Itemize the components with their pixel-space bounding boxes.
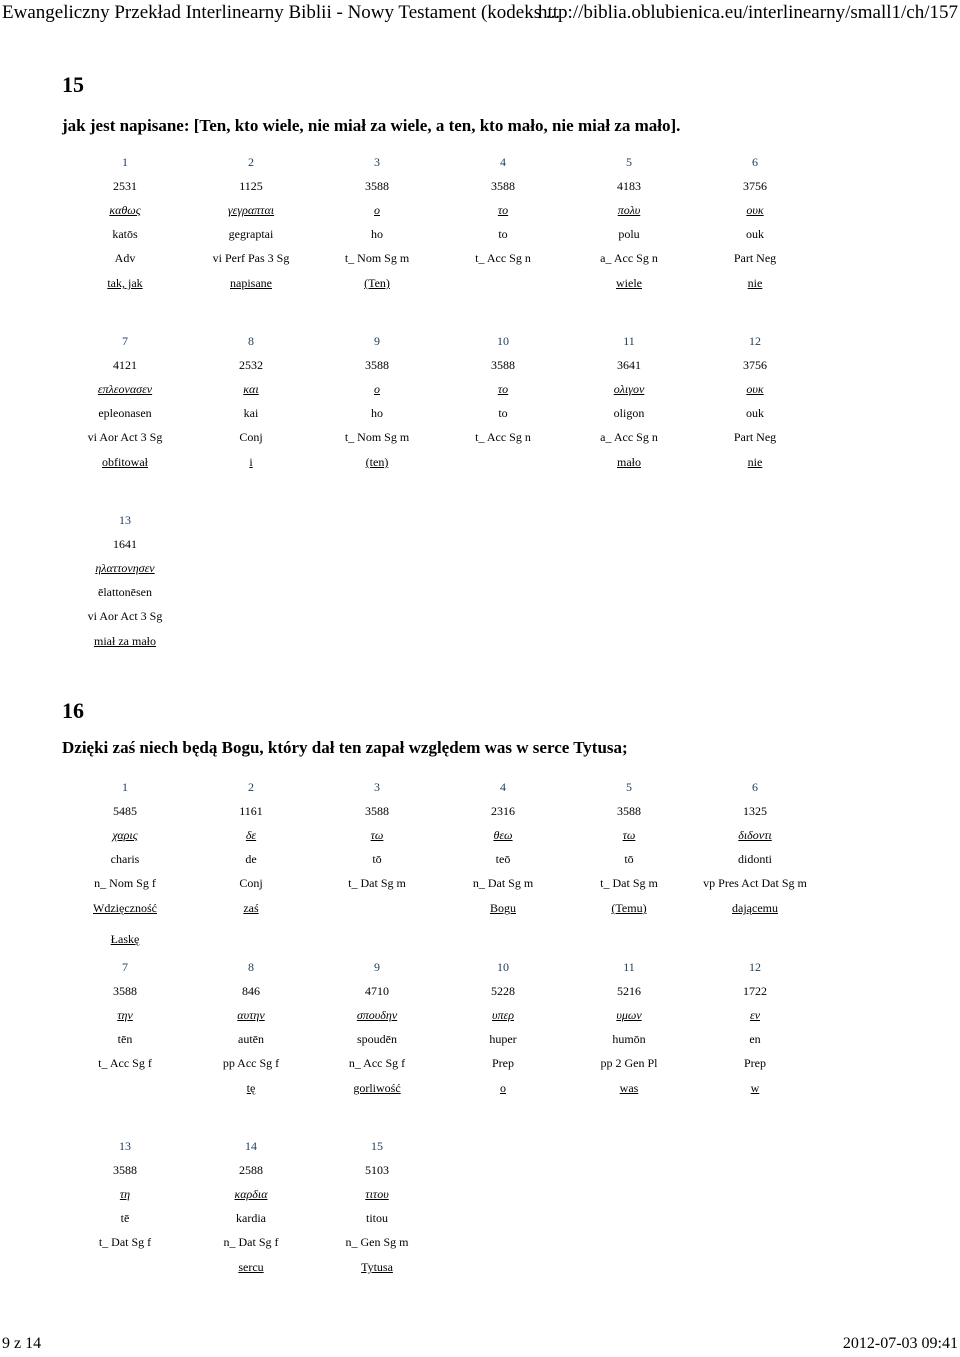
polish-translation[interactable]: obfitował — [102, 455, 148, 469]
transliteration: gegraptai — [228, 227, 274, 241]
strong-number: 3588 — [113, 984, 137, 998]
strong-number: 2531 — [113, 179, 137, 193]
greek-word[interactable]: τω — [622, 828, 636, 842]
strong-number: 5485 — [113, 804, 137, 818]
transliteration: humōn — [612, 1032, 646, 1046]
word-number: 8 — [248, 334, 254, 348]
morphology: t_ Acc Sg n — [475, 430, 531, 444]
strong-number: 846 — [242, 984, 260, 998]
transliteration: tō — [624, 852, 634, 866]
timestamp: 2012-07-03 09:41 — [842, 1335, 958, 1352]
word-number: 11 — [623, 334, 635, 348]
strong-number: 3756 — [743, 358, 767, 372]
greek-word[interactable]: δε — [245, 828, 257, 842]
greek-word[interactable]: θεω — [493, 828, 513, 842]
word-number: 9 — [374, 334, 380, 348]
strong-number: 3588 — [491, 358, 515, 372]
transliteration: huper — [489, 1032, 517, 1046]
greek-word[interactable]: επλεονασεν — [97, 382, 153, 396]
greek-word[interactable]: ολιγον — [613, 382, 645, 396]
greek-word[interactable]: γεγραπται — [227, 203, 275, 217]
strong-number: 1722 — [743, 984, 767, 998]
polish-translation[interactable]: w — [750, 1081, 760, 1095]
strong-number: 5228 — [491, 984, 515, 998]
word-number: 12 — [749, 334, 761, 348]
polish-translation[interactable]: (ten) — [365, 455, 389, 469]
word-number: 6 — [752, 155, 758, 169]
word-number: 4 — [500, 155, 506, 169]
polish-translation[interactable]: tak, jak — [107, 276, 143, 290]
word-number: 2 — [248, 155, 254, 169]
morphology: a_ Acc Sg n — [600, 430, 658, 444]
transliteration: charis — [110, 852, 140, 866]
transliteration: spoudēn — [357, 1032, 397, 1046]
transliteration: kai — [243, 406, 259, 420]
verse-number: 15 — [62, 72, 84, 97]
polish-translation[interactable]: i — [249, 455, 253, 469]
polish-translation[interactable]: tę — [246, 1081, 256, 1095]
strong-number: 1125 — [239, 179, 263, 193]
polish-translation[interactable]: napisane — [230, 276, 272, 290]
morphology: t_ Nom Sg m — [344, 251, 410, 265]
greek-word[interactable]: το — [497, 203, 509, 217]
word-number: 10 — [497, 960, 509, 974]
polish-translation[interactable]: Bogu — [489, 901, 516, 915]
strong-number: 1325 — [743, 804, 767, 818]
polish-translation[interactable] — [314, 898, 440, 918]
morphology: a_ Acc Sg n — [600, 251, 658, 265]
transliteration: tēn — [117, 1032, 133, 1046]
header-url[interactable]: http://biblia.oblubienica.eu/interlinearny/small1/ch/157 — [537, 2, 958, 23]
transliteration: tē — [120, 1211, 130, 1225]
polish-translation[interactable]: mało — [617, 455, 641, 469]
transliteration: en — [749, 1032, 761, 1046]
verse-number: 16 — [62, 698, 84, 723]
transliteration: teō — [495, 852, 511, 866]
word-number: 4 — [500, 780, 506, 794]
polish-translation[interactable]: nie — [747, 455, 763, 469]
morphology: n_ Acc Sg f — [348, 1056, 406, 1070]
word-number: 13 — [119, 1139, 131, 1153]
polish-translation[interactable] — [440, 452, 566, 472]
strong-number: 2316 — [491, 804, 515, 818]
greek-word[interactable]: αυτην — [237, 1008, 265, 1022]
morphology: Adv — [114, 251, 136, 265]
transliteration: tō — [372, 852, 382, 866]
strong-number: 3641 — [617, 358, 641, 372]
greek-word[interactable]: ουκ — [746, 203, 764, 217]
strong-number: 2588 — [239, 1163, 263, 1177]
transliteration: ouk — [746, 227, 764, 241]
word-number: 3 — [374, 155, 380, 169]
transliteration: to — [498, 406, 508, 420]
morphology: vp Pres Act Dat Sg m — [703, 876, 807, 890]
strong-number: 3588 — [365, 358, 389, 372]
polish-translation[interactable]: (Temu) — [611, 901, 647, 915]
word-number: 5 — [626, 155, 632, 169]
word-number: 11 — [623, 960, 635, 974]
strong-number: 1641 — [113, 537, 137, 551]
morphology: t_ Acc Sg f — [98, 1056, 152, 1070]
morphology: t_ Dat Sg m — [600, 876, 658, 890]
transliteration: de — [245, 852, 257, 866]
strong-number: 3588 — [491, 179, 515, 193]
polish-translation[interactable]: was — [619, 1081, 639, 1095]
morphology: t_ Dat Sg f — [98, 1235, 152, 1249]
transliteration: oligon — [613, 406, 645, 420]
transliteration: titou — [365, 1211, 388, 1225]
transliteration: ho — [371, 227, 383, 241]
greek-word[interactable]: ο — [374, 203, 380, 217]
word-number: 1 — [122, 780, 128, 794]
morphology: vi Perf Pas 3 Sg — [212, 251, 290, 265]
polish-translation[interactable]: dającemu — [732, 901, 778, 915]
strong-number: 5103 — [365, 1163, 389, 1177]
greek-word[interactable]: διδοντι — [738, 828, 772, 842]
transliteration: autēn — [238, 1032, 264, 1046]
greek-word[interactable]: εν — [749, 1008, 761, 1022]
morphology: n_ Dat Sg f — [223, 1235, 279, 1249]
greek-word[interactable]: τω — [370, 828, 384, 842]
transliteration: katōs — [112, 227, 138, 241]
greek-word[interactable]: τη — [119, 1187, 131, 1201]
greek-word[interactable]: καθως — [109, 203, 141, 217]
transliteration: kardia — [236, 1211, 266, 1225]
morphology: t_ Nom Sg m — [344, 430, 410, 444]
transliteration: polu — [618, 227, 640, 241]
strong-number: 4710 — [365, 984, 389, 998]
polish-translation[interactable]: nie — [747, 276, 763, 290]
header-title: Ewangeliczny Przekład Interlinearny Biblii - Nowy Testament (kodeks ... — [2, 2, 561, 23]
greek-word[interactable]: υμων — [616, 1008, 642, 1022]
morphology: Conj — [239, 876, 263, 890]
strong-number: 1161 — [239, 804, 263, 818]
word-number: 10 — [497, 334, 509, 348]
greek-word[interactable]: χαρις — [112, 828, 138, 842]
word-number: 7 — [122, 960, 128, 974]
polish-translation[interactable]: zaś — [243, 901, 259, 915]
word-number: 7 — [122, 334, 128, 348]
greek-word[interactable]: καρδια — [234, 1187, 268, 1201]
polish-translation[interactable]: (Ten) — [364, 276, 390, 290]
polish-translation[interactable]: wiele — [616, 276, 642, 290]
transliteration: didonti — [737, 852, 772, 866]
polish-translation[interactable]: gorliwość — [353, 1081, 401, 1095]
greek-word[interactable]: την — [117, 1008, 133, 1022]
polish-translation[interactable]: o — [500, 1081, 506, 1095]
greek-word[interactable]: το — [497, 382, 509, 396]
transliteration: ouk — [746, 406, 764, 420]
verse-text: Dzięki zaś niech będą Bogu, który dał ten zapał względem was w serce Tytusa; — [62, 738, 628, 757]
verse-text: jak jest napisane: [Ten, kto wiele, nie miał za wiele, a ten, kto mało, nie miał za mało]. — [62, 116, 681, 135]
transliteration: ho — [371, 406, 383, 420]
word-number: 15 — [371, 1139, 383, 1153]
word-number: 6 — [752, 780, 758, 794]
strong-number: 4121 — [113, 358, 137, 372]
polish-translation[interactable]: sercu — [238, 1260, 264, 1274]
morphology: vi Aor Act 3 Sg — [87, 609, 163, 623]
word-number: 1 — [122, 155, 128, 169]
polish-translation[interactable]: Tytusa — [361, 1260, 393, 1274]
greek-word[interactable]: υπερ — [491, 1008, 514, 1022]
word-number: 8 — [248, 960, 254, 974]
word-number: 9 — [374, 960, 380, 974]
polish-translation[interactable]: Wdzięczność — [93, 901, 157, 915]
page-counter: 9 z 14 — [2, 1335, 42, 1352]
transliteration: to — [498, 227, 508, 241]
morphology: n_ Gen Sg m — [345, 1235, 409, 1249]
strong-number: 3588 — [365, 179, 389, 193]
word-alt-translation[interactable]: Łaskę — [110, 932, 140, 946]
morphology: n_ Nom Sg f — [94, 876, 156, 890]
morphology: t_ Acc Sg n — [475, 251, 531, 265]
morphology: Conj — [239, 430, 263, 444]
word-number: 14 — [245, 1139, 257, 1153]
greek-word[interactable]: ηλαττονησεν — [95, 561, 155, 575]
polish-translation[interactable] — [62, 1257, 188, 1277]
polish-translation[interactable]: miał za mało — [94, 634, 156, 648]
morphology: pp 2 Gen Pl — [600, 1056, 658, 1070]
morphology: t_ Dat Sg m — [348, 876, 406, 890]
morphology: vi Aor Act 3 Sg — [87, 430, 163, 444]
word-number: 13 — [119, 513, 131, 527]
greek-word[interactable]: και — [243, 382, 259, 396]
greek-word[interactable]: τιτου — [365, 1187, 389, 1201]
greek-word[interactable]: σπουδην — [356, 1008, 398, 1022]
morphology: Part Neg — [733, 430, 777, 444]
greek-word[interactable]: ουκ — [746, 382, 764, 396]
strong-number: 3588 — [365, 804, 389, 818]
greek-word[interactable]: ο — [374, 382, 380, 396]
transliteration: ēlattonēsen — [98, 585, 152, 599]
strong-number: 5216 — [617, 984, 641, 998]
word-number: 12 — [749, 960, 761, 974]
strong-number: 4183 — [617, 179, 641, 193]
morphology: Part Neg — [733, 251, 777, 265]
greek-word[interactable]: πολυ — [617, 203, 641, 217]
strong-number: 2532 — [239, 358, 263, 372]
strong-number: 3756 — [743, 179, 767, 193]
morphology: Prep — [492, 1056, 514, 1070]
strong-number: 3588 — [617, 804, 641, 818]
morphology: pp Acc Sg f — [222, 1056, 280, 1070]
morphology: Prep — [744, 1056, 766, 1070]
polish-translation[interactable] — [440, 273, 566, 293]
polish-translation[interactable] — [62, 1078, 188, 1098]
strong-number: 3588 — [113, 1163, 137, 1177]
word-number: 3 — [374, 780, 380, 794]
transliteration: epleonasen — [98, 406, 152, 420]
word-number: 2 — [248, 780, 254, 794]
word-number: 5 — [626, 780, 632, 794]
morphology: n_ Dat Sg m — [472, 876, 534, 890]
